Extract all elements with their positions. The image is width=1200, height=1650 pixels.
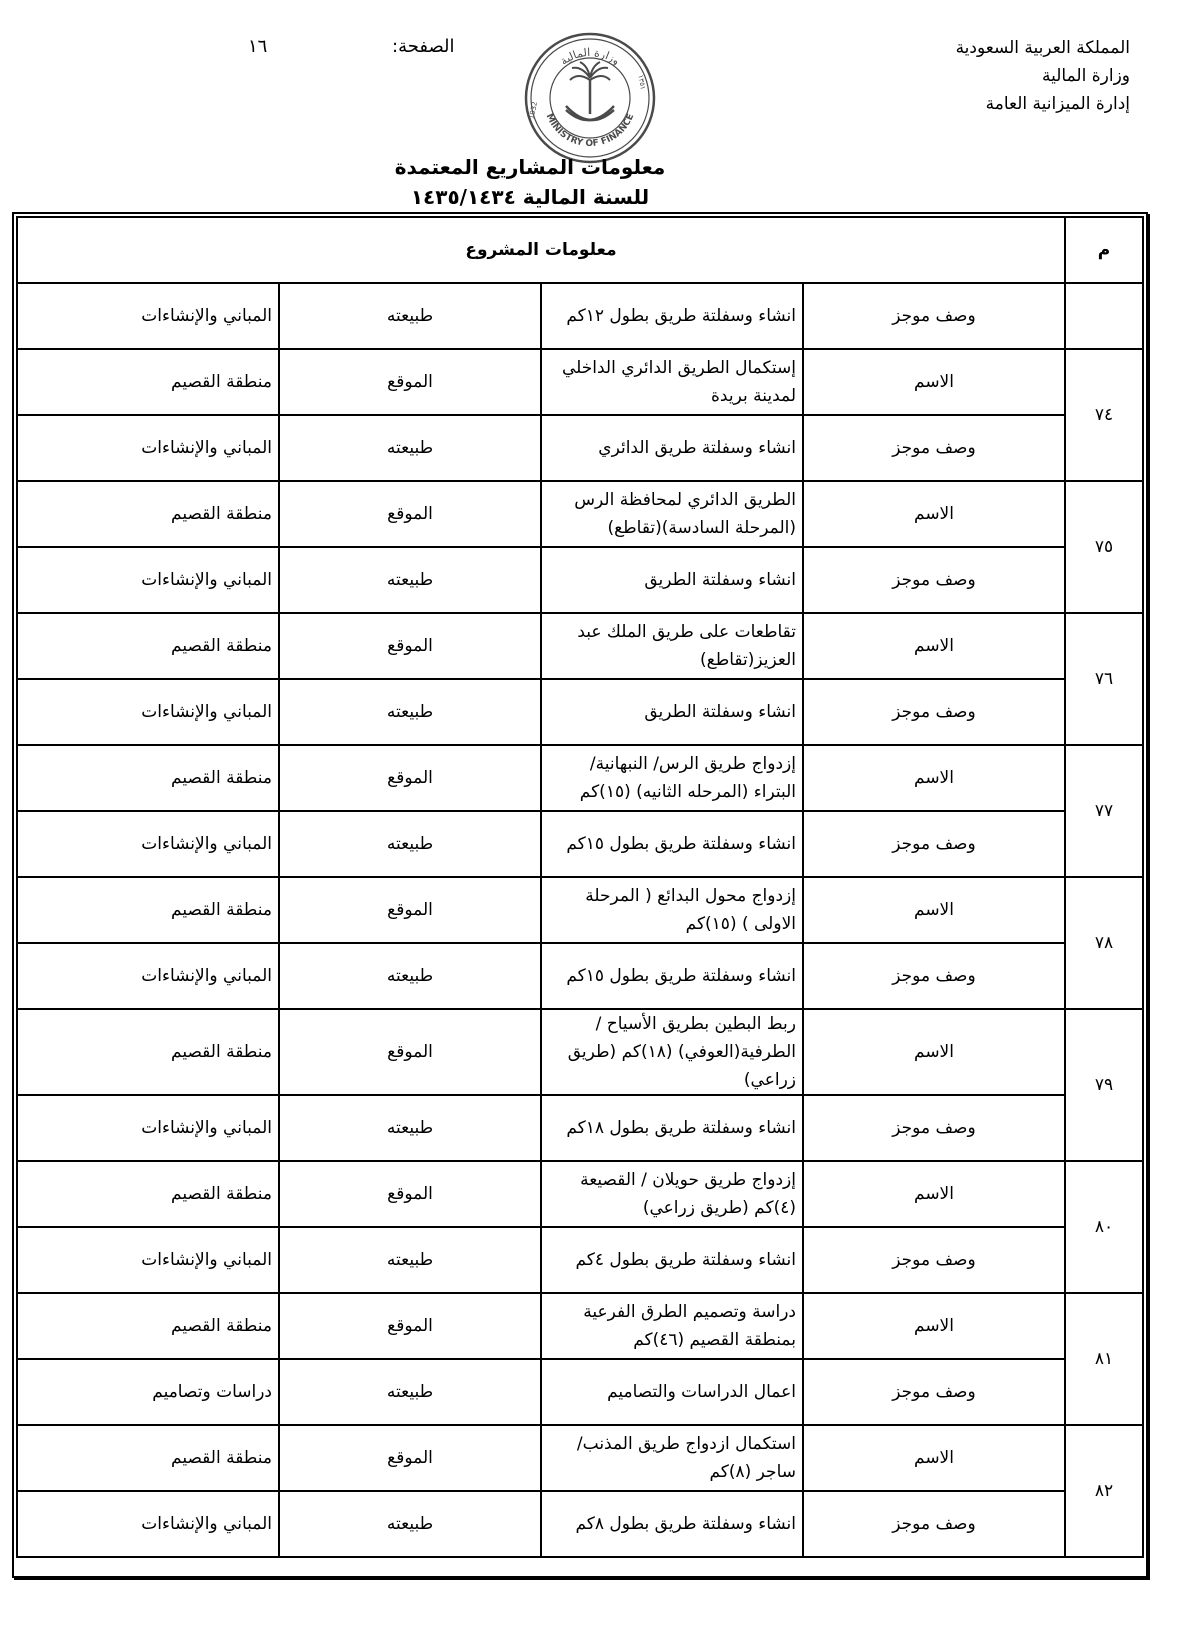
page-label: الصفحة: [392, 36, 455, 57]
description-value: انشاء وسفلتة الطريق [541, 679, 803, 745]
table-row [17, 1425, 1143, 1491]
table-row [17, 1161, 1143, 1227]
table-row [17, 481, 1143, 547]
nature-label: طبيعته [279, 811, 541, 877]
table-row [17, 547, 1143, 613]
location-value: منطقة القصيم [17, 1425, 279, 1491]
project-number: ٨٠ [1065, 1161, 1143, 1293]
description-value: انشاء وسفلتة طريق بطول ١٥كم [541, 943, 803, 1009]
nature-value: دراسات وتصاميم [17, 1359, 279, 1425]
project-rows [17, 349, 1143, 1557]
location-label: الموقع [279, 613, 541, 679]
project-number: ٧٥ [1065, 481, 1143, 613]
table-row [17, 679, 1143, 745]
location-value: منطقة القصيم [17, 613, 279, 679]
svg-text:وزارة المالية: وزارة المالية [557, 45, 623, 68]
table-row [17, 415, 1143, 481]
description-label: وصف موجز [803, 1227, 1065, 1293]
description-value: انشاء وسفلتة الطريق [541, 547, 803, 613]
svg-text:1932: 1932 [527, 100, 539, 120]
project-name: إزدواج محول البدائع ( المرحلة الاولى ) (١٥)كم [541, 877, 803, 943]
nature-label: طبيعته [279, 1491, 541, 1557]
project-name: إزدواج طريق حويلان / القصيعة (٤)كم (طريق زراعي) [541, 1161, 803, 1227]
table-row [17, 1009, 1143, 1095]
description-label: وصف موجز [803, 679, 1065, 745]
description-value: انشاء وسفلتة طريق بطول ١٢كم [541, 283, 803, 349]
location-label: الموقع [279, 1161, 541, 1227]
description-value: انشاء وسفلتة طريق بطول ١٥كم [541, 811, 803, 877]
project-number: ٨١ [1065, 1293, 1143, 1425]
description-label: وصف موجز [803, 283, 1065, 349]
title-line-1: معلومات المشاريع المعتمدة [394, 155, 666, 179]
nature-label: طبيعته [279, 547, 541, 613]
table-header-row [17, 217, 1143, 283]
location-label: الموقع [279, 481, 541, 547]
location-value: منطقة القصيم [17, 877, 279, 943]
nature-value: المباني والإنشاءات [17, 1095, 279, 1161]
table-row [17, 1293, 1143, 1359]
project-name: إزدواج طريق الرس/ النبهانية/ البتراء (المرحله الثانيه) (١٥)كم [541, 745, 803, 811]
name-label: الاسم [803, 613, 1065, 679]
nature-value: المباني والإنشاءات [17, 415, 279, 481]
table-row [17, 613, 1143, 679]
projects-table [16, 216, 1144, 1558]
location-label: الموقع [279, 877, 541, 943]
project-name: دراسة وتصميم الطرق الفرعية بمنطقة القصيم (٤٦)كم [541, 1293, 803, 1359]
description-label: وصف موجز [803, 943, 1065, 1009]
location-value: منطقة القصيم [17, 349, 279, 415]
name-label: الاسم [803, 1161, 1065, 1227]
nature-label: طبيعته [279, 283, 541, 349]
table-row [17, 1227, 1143, 1293]
org-line-kingdom: المملكة العربية السعودية [955, 38, 1130, 58]
project-number: ٧٩ [1065, 1009, 1143, 1161]
ministry-seal-icon [520, 28, 660, 168]
page-number: ١٦ [248, 36, 268, 57]
nature-label: طبيعته [279, 1359, 541, 1425]
project-name: إستكمال الطريق الدائري الداخلي لمدينة بريدة [541, 349, 803, 415]
column-header-number: م [1065, 217, 1143, 283]
table-row [17, 1491, 1143, 1557]
location-value: منطقة القصيم [17, 745, 279, 811]
name-label: الاسم [803, 877, 1065, 943]
nature-value: المباني والإنشاءات [17, 283, 279, 349]
description-value: اعمال الدراسات والتصاميم [541, 1359, 803, 1425]
table-row [17, 1359, 1143, 1425]
name-label: الاسم [803, 1009, 1065, 1095]
location-value: منطقة القصيم [17, 1009, 279, 1095]
description-value: انشاء وسفلتة طريق بطول ١٨كم [541, 1095, 803, 1161]
project-name: ربط البطين بطريق الأسياح / الطرفية(العوفي) (١٨)كم (طريق زراعي) [541, 1009, 803, 1095]
project-name: الطريق الدائري لمحافظة الرس (المرحلة السادسة)(تقاطع) [541, 481, 803, 547]
document-title [280, 152, 780, 212]
location-label: الموقع [279, 349, 541, 415]
location-value: منطقة القصيم [17, 481, 279, 547]
nature-value: المباني والإنشاءات [17, 1227, 279, 1293]
name-label: الاسم [803, 1293, 1065, 1359]
description-label: وصف موجز [803, 415, 1065, 481]
nature-value: المباني والإنشاءات [17, 943, 279, 1009]
description-value: انشاء وسفلتة طريق بطول ٤كم [541, 1227, 803, 1293]
table-row [17, 283, 1143, 349]
nature-value: المباني والإنشاءات [17, 1491, 279, 1557]
table-row [17, 811, 1143, 877]
nature-label: طبيعته [279, 415, 541, 481]
nature-value: المباني والإنشاءات [17, 679, 279, 745]
org-line-department: إدارة الميزانية العامة [985, 94, 1130, 114]
project-name: تقاطعات على طريق الملك عبد العزيز(تقاطع) [541, 613, 803, 679]
location-label: الموقع [279, 745, 541, 811]
projects-table-frame [12, 212, 1148, 1578]
table-row [17, 1095, 1143, 1161]
nature-label: طبيعته [279, 943, 541, 1009]
description-value: انشاء وسفلتة طريق بطول ٨كم [541, 1491, 803, 1557]
description-label: وصف موجز [803, 811, 1065, 877]
project-number: ٨٢ [1065, 1425, 1143, 1557]
description-value: انشاء وسفلتة طريق الدائري [541, 415, 803, 481]
table-row [17, 943, 1143, 1009]
svg-text:١٣٥١: ١٣٥١ [636, 74, 647, 91]
location-value: منطقة القصيم [17, 1161, 279, 1227]
project-number: ٧٧ [1065, 745, 1143, 877]
table-row [17, 349, 1143, 415]
location-label: الموقع [279, 1293, 541, 1359]
nature-label: طبيعته [279, 679, 541, 745]
nature-value: المباني والإنشاءات [17, 547, 279, 613]
svg-text:MINISTRY OF FINANCE: MINISTRY OF FINANCE [543, 112, 637, 150]
title-line-2: للسنة المالية ١٤٣٥/١٤٣٤ [410, 185, 650, 209]
name-label: الاسم [803, 1425, 1065, 1491]
ministry-header [890, 34, 1130, 118]
location-label: الموقع [279, 1009, 541, 1095]
table-row [17, 877, 1143, 943]
description-label: وصف موجز [803, 547, 1065, 613]
nature-label: طبيعته [279, 1095, 541, 1161]
org-line-ministry: وزارة المالية [1042, 66, 1130, 86]
project-number: ٧٦ [1065, 613, 1143, 745]
description-label: وصف موجز [803, 1095, 1065, 1161]
name-label: الاسم [803, 745, 1065, 811]
description-label: وصف موجز [803, 1359, 1065, 1425]
project-number: ٧٨ [1065, 877, 1143, 1009]
location-value: منطقة القصيم [17, 1293, 279, 1359]
name-label: الاسم [803, 349, 1065, 415]
nature-label: طبيعته [279, 1227, 541, 1293]
description-label: وصف موجز [803, 1491, 1065, 1557]
location-label: الموقع [279, 1425, 541, 1491]
project-number: ٧٤ [1065, 349, 1143, 481]
row-number-cell [1065, 283, 1143, 349]
column-header-project-info: معلومات المشروع [17, 217, 1065, 283]
name-label: الاسم [803, 481, 1065, 547]
table-row [17, 745, 1143, 811]
nature-value: المباني والإنشاءات [17, 811, 279, 877]
project-name: استكمال ازدواج طريق المذنب/ ساجر (٨)كم [541, 1425, 803, 1491]
